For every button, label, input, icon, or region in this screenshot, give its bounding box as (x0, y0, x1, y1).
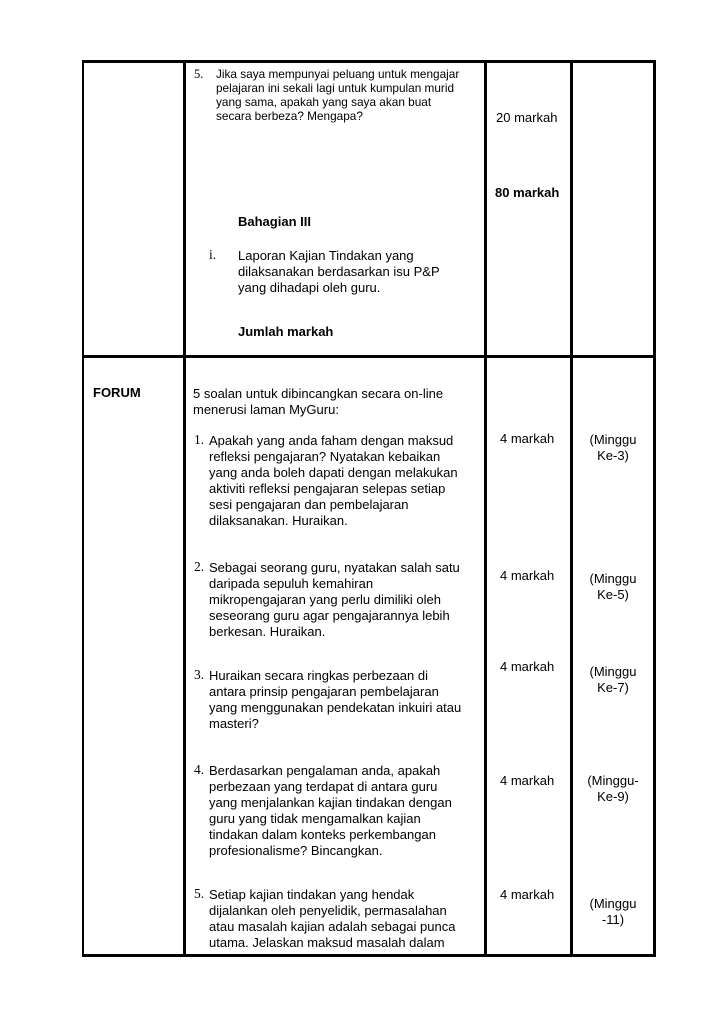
question-marks: 4 markah (500, 773, 555, 788)
column-divider (484, 60, 487, 957)
question-marks: 4 markah (500, 568, 555, 583)
question-number: 5. (194, 886, 205, 901)
question-number: 3. (194, 667, 205, 682)
question-week: (Minggu Ke-7) (589, 664, 637, 695)
question-text: Apakah yang anda faham dengan maksud refleksi pengajaran? Nyatakan kebaikan yang anda boleh dapati dengan melakukan aktiviti refleksi pengajaran selepas setiap sesi pengajaran dan pembelajaran dilaksanakan. Huraikan. (209, 433, 458, 528)
question-marks: 20 markah (496, 110, 558, 125)
table-right-border (653, 60, 656, 957)
question-marks: 4 markah (500, 887, 555, 902)
list-item-number: i. (209, 247, 217, 262)
section-heading: Bahagian III (238, 214, 311, 229)
question-week: (Minggu- Ke-9) (587, 773, 639, 804)
question-number: 5. (194, 67, 204, 81)
question-text: Berdasarkan pengalaman anda, apakah perbezaan yang terdapat di antara guru yang menjalankan kajian tindakan dengan guru yang tidak mengamalkan kajian tindakan dalam konteks perkembangan profesionalisme? Bincangkan. (209, 763, 452, 858)
list-item-text: Laporan Kajian Tindakan yang dilaksanakan berdasarkan isu P&P yang dihadapi oleh guru. (238, 248, 440, 295)
question-number: 1. (194, 432, 205, 447)
question-marks: 4 markah (500, 431, 555, 446)
total-marks-label: Jumlah markah (238, 324, 334, 339)
question-week: (Minggu -11) (589, 896, 637, 927)
question-text: Sebagai seorang guru, nyatakan salah satu daripada sepuluh kemahiran mikropengajaran yang perlu dimiliki oleh seseorang guru agar pengajarannya lebih berkesan. Huraikan. (209, 560, 460, 639)
question-week: (Minggu Ke-3) (589, 432, 637, 463)
question-text: Huraikan secara ringkas perbezaan di antara prinsip pengajaran pembelajaran yang menggunakan pendekatan inkuiri atau masteri? (209, 668, 462, 731)
question-marks: 4 markah (500, 659, 555, 674)
question-text: Setiap kajian tindakan yang hendak dijalankan oleh penyelidik, permasalahan atau masalah kajian adalah sebagai punca utama. Jelaskan maksud masalah dalam (209, 887, 456, 950)
question-number: 4. (194, 762, 205, 777)
forum-label: FORUM (93, 385, 141, 400)
total-marks: 80 markah (495, 185, 560, 200)
question-week: (Minggu Ke-5) (589, 571, 637, 602)
table-left-border (82, 60, 84, 957)
question-text: Jika saya mempunyai peluang untuk mengajar pelajaran ini sekali lagi untuk kumpulan murid yang sama, apakah yang saya akan buat secara berbeza? Mengapa? (216, 67, 460, 123)
column-divider (183, 60, 186, 957)
forum-intro: 5 soalan untuk dibincangkan secara on-line menerusi laman MyGuru: (193, 386, 444, 417)
column-divider (570, 60, 573, 957)
question-number: 2. (194, 559, 205, 574)
